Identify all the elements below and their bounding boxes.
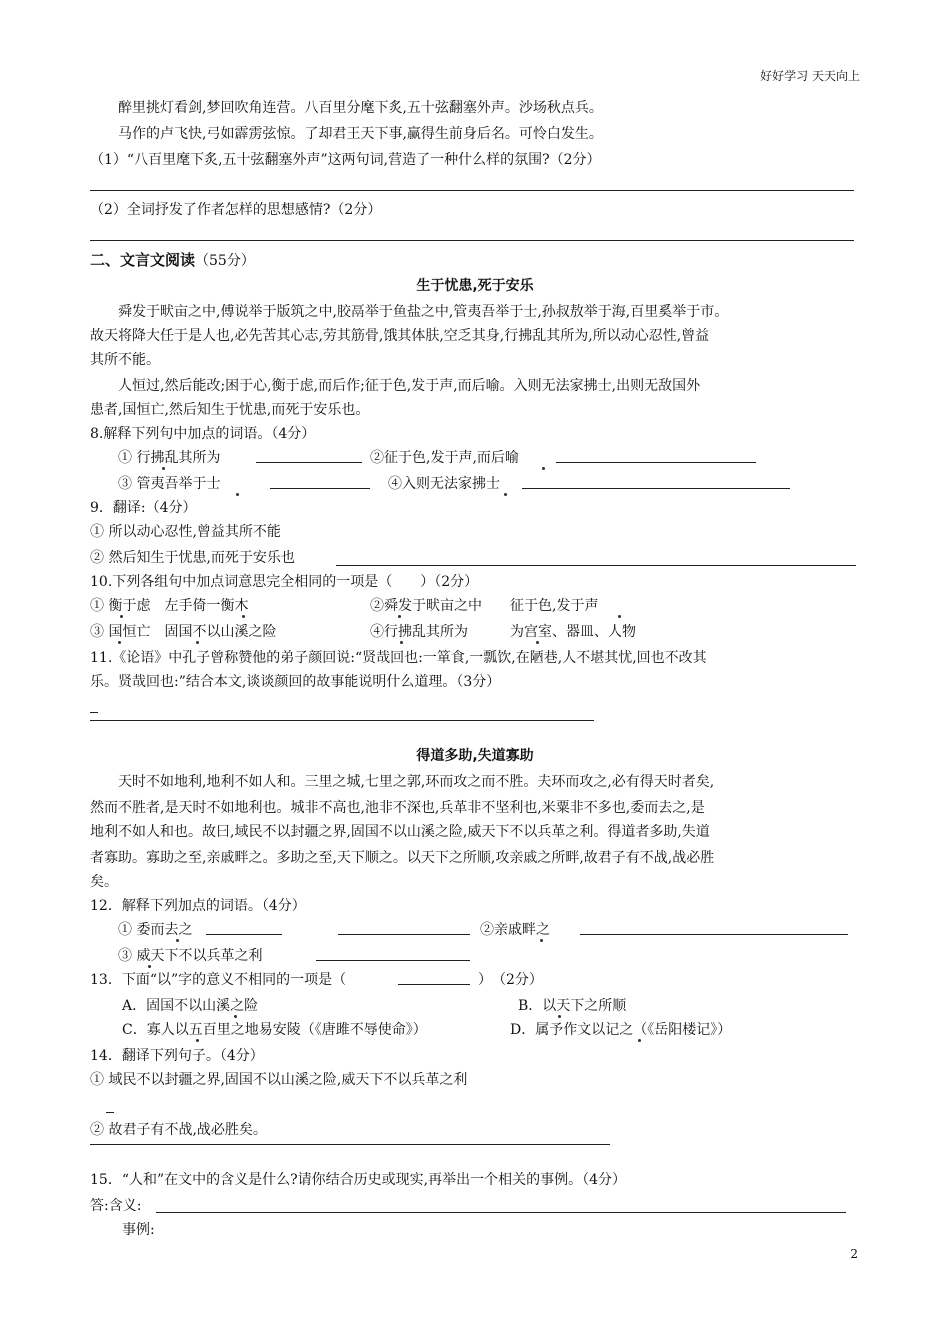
passage-line: 故天将降大任于是人也,必先苦其心志,劳其筋骨,饿其体肤,空乏其身,行拂乱其所为,所以动心忍性,曾益 [90,328,710,344]
section-score: （55分） [195,253,255,269]
passage-line: 舜发于畎亩之中,傅说举于版筑之中,胶鬲举于鱼盐之中,管夷吾举于士,孙叔敖举于海,百里奚举于市。 [118,304,729,320]
poem-question-2: （2）全词抒发了作者怎样的思想感情?（2分） [90,202,382,218]
question-8-stem: 8.解释下列句中加点的词语。（4分） [90,426,316,442]
question-9-stem: 9．翻译:（4分） [90,500,197,516]
emphasis-dot [162,467,165,470]
answer-line[interactable] [90,712,98,713]
question-13-option-d: D．属予作文以记之（《岳阳楼记》） [510,1022,732,1038]
emphasis-dot [120,615,123,618]
question-12-item-b: ②亲戚畔之 [480,922,550,938]
answer-blank[interactable] [580,920,848,935]
passage-line: 人恒过,然后能改;困于心,衡于虑,而后作;征于色,发于声,而后喻。入则无法家拂士,出则无敌国外 [118,378,701,394]
question-12-item-a: ① 委而去之 [118,922,193,938]
poem-line-1: 醉里挑灯看剑,梦回吹角连营。八百里分麾下炙,五十弦翻塞外声。沙场秋点兵。 [118,100,603,116]
emphasis-dot [234,1015,237,1018]
question-8-item-d: ④入则无法家拂士 [388,476,500,492]
question-13-option-c: C．寡人以五百里之地易安陵（《唐雎不辱使命》） [122,1022,427,1038]
question-14-item-a: ① 域民不以封疆之界,固国不以山溪之险,威天下不以兵革之利 [90,1072,468,1088]
answer-line[interactable] [90,1144,610,1145]
emphasis-dot [176,939,179,942]
question-11-line-2: 乐。贤哉回也:”结合本文,谈谈颜回的故事能说明什么道理。（3分） [90,674,501,690]
emphasis-dot [236,493,239,496]
poem-line-2: 马作的卢飞快,弓如霹雳弦惊。了却君王天下事,赢得生前身后名。可怜白发生。 [118,126,603,142]
emphasis-dot [242,615,245,618]
passage-line: 然而不胜者,是天时不如地利也。城非不高也,池非不深也,兵革非不坚利也,米粟非不多也,委而去之,是 [90,800,705,816]
question-12-stem: 12．解释下列加点的词语。（4分） [90,898,306,914]
emphasis-dot [504,493,507,496]
question-15-stem: 15．“人和”在文中的含义是什么?请你结合历史或现实,再举出一个相关的事例。（4分） [90,1172,626,1188]
question-13-stem: 13．下面“以”字的意义不相同的一项是（ [90,972,347,988]
answer-line[interactable] [336,565,856,566]
answer-line[interactable] [156,1212,846,1213]
answer-line[interactable] [90,720,594,721]
question-8-item-c: ③ 管夷吾举于士 [118,476,221,492]
answer-blank[interactable] [206,920,282,935]
answer-line[interactable] [90,190,854,191]
passage-line: 矣。 [90,874,118,890]
question-9-item-b: ② 然后知生于忧患,而死于安乐也 [90,550,295,566]
question-11-line-1: 11.《论语》中孔子曾称赞他的弟子颜回说:“贤哉回也:一箪食,一瓢饮,在陋巷,人不堪其忧,回也不改其 [90,650,707,666]
question-13-option-a: A．固国不以山溪之险 [122,998,259,1014]
question-12-item-c: ③ 威天下不以兵革之利 [118,948,263,964]
question-15-example-label: 事例: [122,1222,155,1238]
question-10-option-3: ③ 国恒亡 固国不以山溪之险 [90,624,277,640]
answer-blank[interactable] [270,474,370,489]
question-10-option-2: ②舜发于畎亩之中 征于色,发于声 [370,598,599,614]
emphasis-dot [400,641,403,644]
section-title: 二、文言文阅读 [90,251,196,269]
question-13-stem-end: ） （2分） [478,972,543,988]
question-10-option-1: ① 衡于虑 左手倚一衡木 [90,598,249,614]
page-number: 2 [850,1247,858,1261]
emphasis-dot [618,615,621,618]
emphasis-dot [542,467,545,470]
question-10-stem: 10.下列各组句中加点词意思完全相同的一项是（ ）（2分） [90,574,479,590]
question-14-item-b: ② 故君子有不战,战必胜矣。 [90,1122,267,1138]
question-10-option-4: ④行拂乱其所为 为宫室、器皿、人物 [370,624,636,640]
passage-line: 者寡助。寡助之至,亲戚畔之。多助之至,天下顺之。以天下之所顺,攻亲戚之所畔,故君子有不战,战必胜 [90,850,715,866]
question-8-item-a: ① 行拂乱其所为 [118,450,221,466]
question-9-item-a: ① 所以动心忍性,曾益其所不能 [90,524,281,540]
answer-blank[interactable] [398,970,470,985]
emphasis-dot [558,1015,561,1018]
emphasis-dot [638,1039,641,1042]
answer-blank[interactable] [556,448,756,463]
answer-blank[interactable] [316,946,470,961]
answer-blank[interactable] [338,920,470,935]
answer-line[interactable] [90,240,854,241]
section-heading [90,250,255,271]
answer-blank[interactable] [256,448,362,463]
emphasis-dot [118,641,121,644]
passage-line: 患者,国恒亡,然后知生于忧患,而死于安乐也。 [90,402,370,418]
question-14-stem: 14．翻译下列句子。（4分） [90,1048,264,1064]
emphasis-dot [540,939,543,942]
emphasis-dot [536,641,539,644]
poem-question-1: （1）“八百里麾下炙,五十弦翻塞外声”这两句词,营造了一种什么样的氛围?（2分） [90,152,601,168]
question-8-item-b: ②征于色,发于声,而后喻 [370,450,519,466]
answer-blank[interactable] [522,474,790,489]
passage-line: 天时不如地利,地利不如人和。三里之城,七里之郭,环而攻之而不胜。夫环而攻之,必有得天时者矣, [118,774,715,790]
question-15-answer-label: 答:含义: [90,1198,142,1214]
answer-line[interactable] [106,1112,114,1113]
emphasis-dot [398,615,401,618]
page-header: 好好学习 天天向上 [760,69,860,83]
passage-title: 生于忧患,死于安乐 [416,278,534,294]
passage-line: 地利不如人和也。故曰,域民不以封疆之界,固国不以山溪之险,威天下不以兵革之利。得道者多助,失道 [90,824,710,840]
emphasis-dot [148,965,151,968]
emphasis-dot [196,641,199,644]
question-13-option-b: B．以天下之所顺 [518,998,627,1014]
passage-line: 其所不能。 [90,352,160,368]
passage-title: 得道多助,失道寡助 [416,748,534,764]
emphasis-dot [196,1039,199,1042]
